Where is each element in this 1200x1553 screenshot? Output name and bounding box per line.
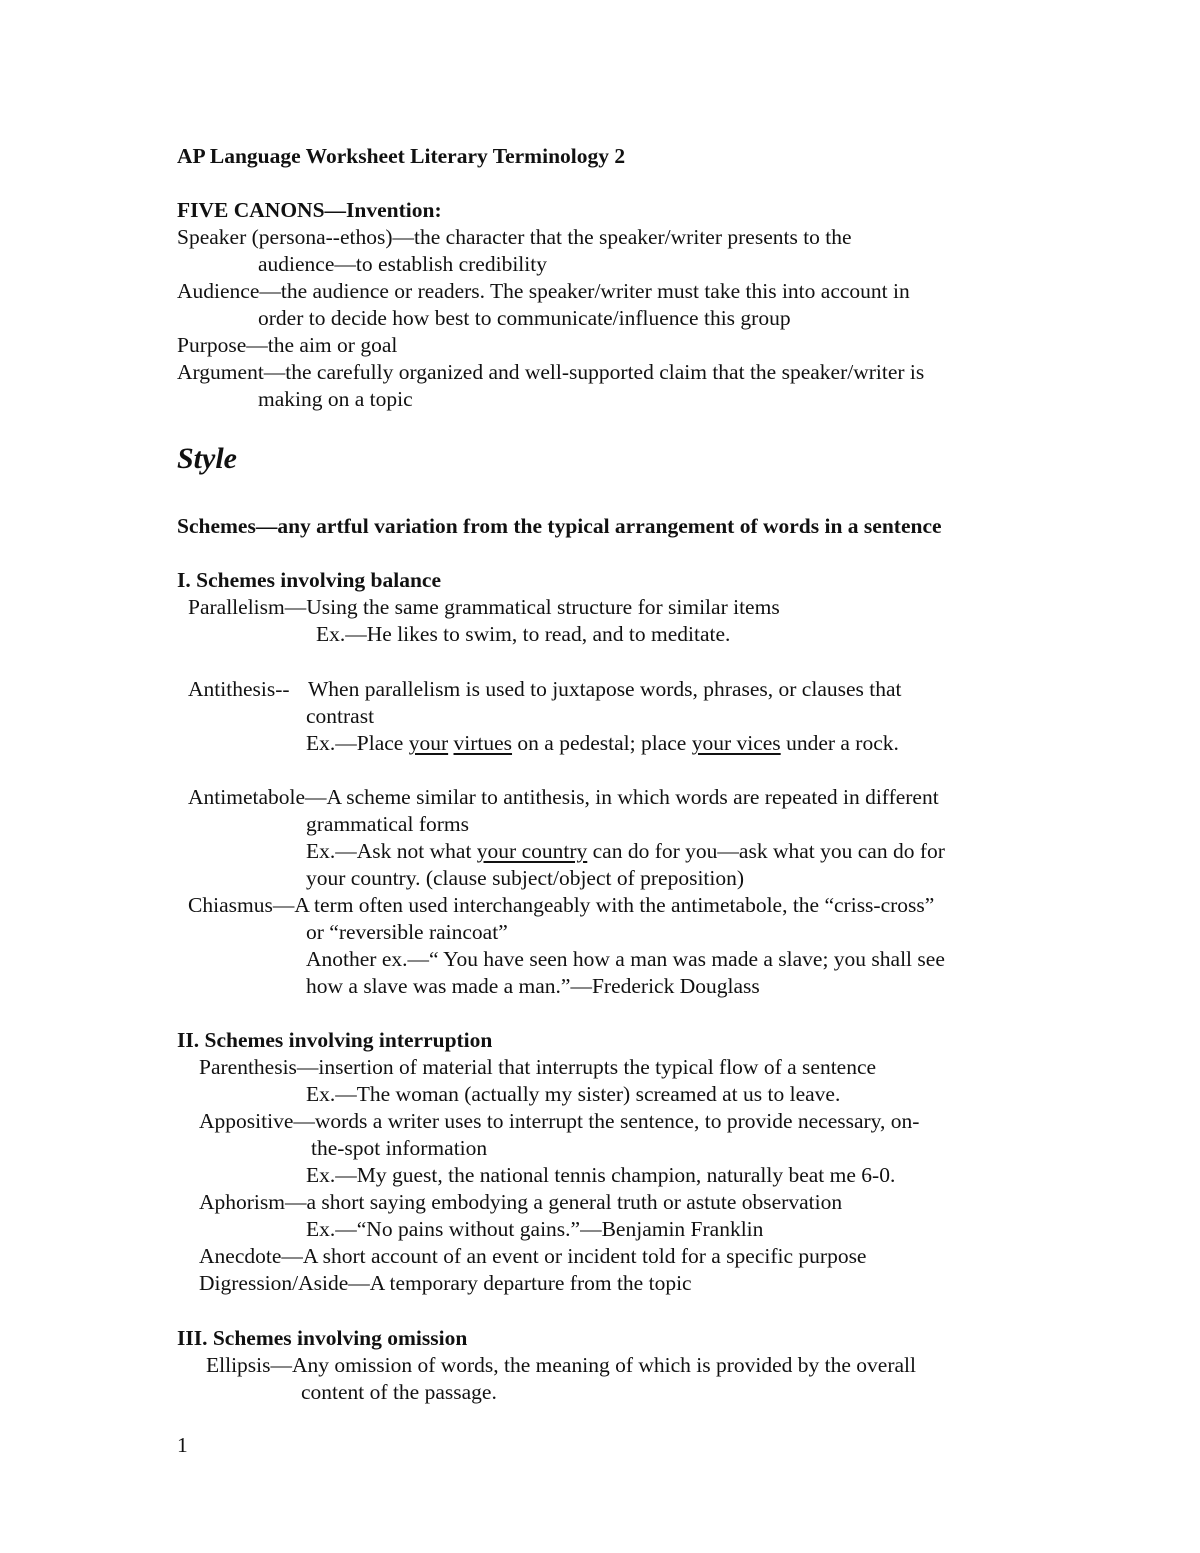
style-heading: Style — [177, 442, 237, 475]
speaker-definition-cont: audience—to establish credibility — [258, 252, 547, 276]
antimetabole-example-cont: your country. (clause subject/object of preposition) — [306, 866, 745, 890]
underlined-text: your — [408, 731, 449, 755]
antithesis-definition-cont: contrast — [306, 704, 375, 728]
appositive-example: Ex.—My guest, the national tennis champion, naturally beat me 6-0. — [306, 1163, 896, 1187]
underlined-text: your country — [476, 839, 588, 863]
argument-definition-cont: making on a topic — [258, 387, 413, 411]
antimetabole-definition: Antimetabole—A scheme similar to antithesis, in which words are repeated in different — [188, 785, 939, 809]
antithesis-definition: When parallelism is used to juxtapose words, phrases, or clauses that — [308, 677, 902, 701]
anecdote-definition: Anecdote—A short account of an event or incident told for a specific purpose — [199, 1244, 867, 1268]
ellipsis-definition-cont: content of the passage. — [301, 1380, 497, 1404]
chiasmus-definition-cont: or “reversible raincoat” — [306, 920, 508, 944]
appositive-definition: Appositive—words a writer uses to interrupt the sentence, to provide necessary, on- — [199, 1109, 920, 1133]
aphorism-example: Ex.—“No pains without gains.”—Benjamin Franklin — [306, 1217, 764, 1241]
balance-heading: I. Schemes involving balance — [177, 568, 441, 592]
invention-heading: FIVE CANONS—Invention: — [177, 198, 442, 222]
parenthesis-example: Ex.—The woman (actually my sister) screamed at us to leave. — [306, 1082, 841, 1106]
chiasmus-example-cont: how a slave was made a man.”—Frederick Douglass — [306, 974, 760, 998]
antimetabole-definition-cont: grammatical forms — [306, 812, 469, 836]
document-title: AP Language Worksheet Literary Terminology 2 — [177, 144, 626, 168]
antithesis-term: Antithesis-- — [188, 677, 290, 701]
antimetabole-example: Ex.—Ask not what your country can do for you—ask what you can do for — [306, 839, 945, 863]
underlined-text: virtues — [453, 731, 513, 755]
schemes-heading: Schemes—any artful variation from the typical arrangement of words in a sentence — [177, 514, 942, 538]
omission-heading: III. Schemes involving omission — [177, 1326, 468, 1350]
aphorism-definition: Aphorism—a short saying embodying a general truth or astute observation — [199, 1190, 843, 1214]
page-number: 1 — [177, 1433, 188, 1457]
audience-definition-cont: order to decide how best to communicate/influence this group — [258, 306, 791, 330]
argument-definition: Argument—the carefully organized and well-supported claim that the speaker/writer is — [177, 360, 925, 384]
parallelism-example: Ex.—He likes to swim, to read, and to meditate. — [316, 622, 731, 646]
speaker-definition: Speaker (persona--ethos)—the character that the speaker/writer presents to the — [177, 225, 852, 249]
chiasmus-definition: Chiasmus—A term often used interchangeably with the antimetabole, the “criss-cross” — [188, 893, 935, 917]
appositive-definition-cont: the-spot information — [311, 1136, 488, 1160]
antithesis-example: Ex.—Place your virtues on a pedestal; place your vices under a rock. — [306, 731, 899, 755]
ellipsis-definition: Ellipsis—Any omission of words, the meaning of which is provided by the overall — [206, 1353, 917, 1377]
parenthesis-definition: Parenthesis—insertion of material that interrupts the typical flow of a sentence — [199, 1055, 877, 1079]
underlined-text: your vices — [691, 731, 781, 755]
audience-definition: Audience—the audience or readers. The speaker/writer must take this into account in — [177, 279, 910, 303]
chiasmus-example: Another ex.—“ You have seen how a man was made a slave; you shall see — [306, 947, 945, 971]
digression-definition: Digression/Aside—A temporary departure from the topic — [199, 1271, 692, 1295]
purpose-definition: Purpose—the aim or goal — [177, 333, 398, 357]
interruption-heading: II. Schemes involving interruption — [177, 1028, 493, 1052]
parallelism-definition: Parallelism—Using the same grammatical structure for similar items — [188, 595, 780, 619]
